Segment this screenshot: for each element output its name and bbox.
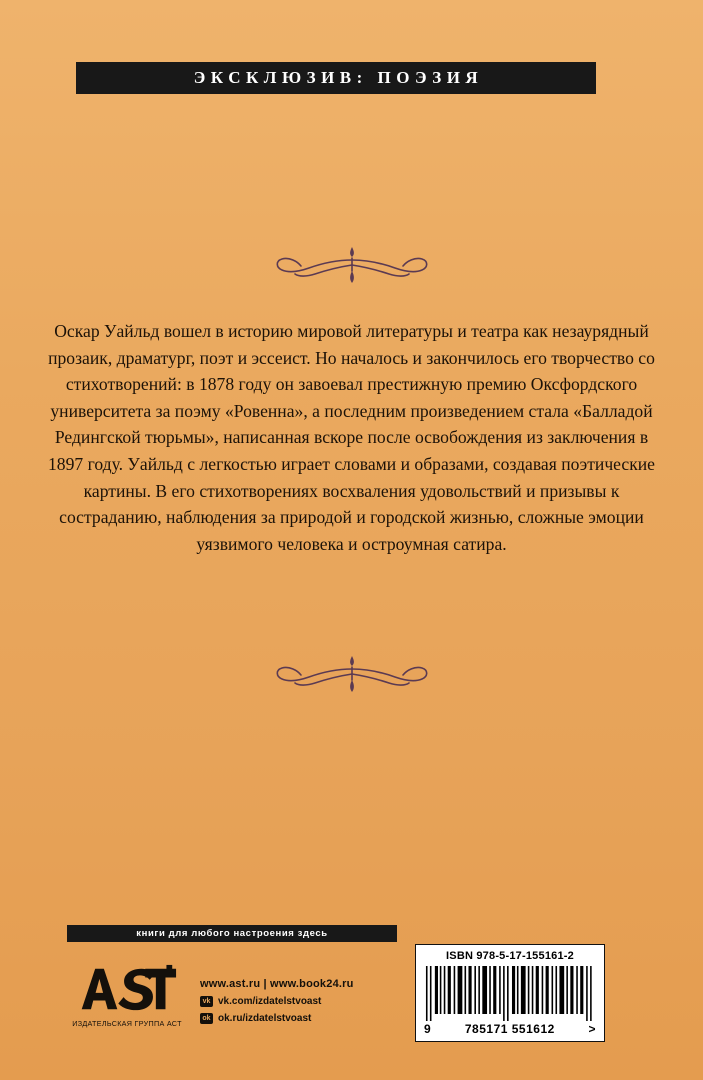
- barcode-digits-main: 785171 551612: [464, 1022, 555, 1036]
- web-links-block: [200, 978, 415, 1024]
- blurb-text: [40, 318, 663, 557]
- ok-icon: ok: [200, 1013, 213, 1024]
- ast-logo-icon: [74, 963, 180, 1015]
- publisher-block: [62, 963, 192, 1028]
- ornament-top: [0, 243, 703, 293]
- barcode-icon: [422, 966, 598, 1021]
- barcode-digit-left: 9: [424, 1022, 432, 1036]
- social-link-vk-label: vk.com/izdatelstvoast: [218, 996, 322, 1007]
- barcode-digits: [422, 1022, 598, 1036]
- barcode-digit-right: >: [588, 1022, 596, 1036]
- website-links[interactable]: www.ast.ru | www.book24.ru: [200, 978, 354, 990]
- publisher-name: ИЗДАТЕЛЬСКАЯ ГРУППА АСТ: [72, 1019, 182, 1028]
- ornament-bottom: [0, 652, 703, 702]
- series-banner: [76, 62, 596, 94]
- social-link-ok[interactable]: [200, 1013, 415, 1024]
- footer-tagline-label: книги для любого настроения здесь: [136, 928, 328, 939]
- isbn-barcode-box: [415, 944, 605, 1042]
- blurb-paragraph: Оскар Уайльд вошел в историю мировой литературы и театра как незаурядный прозаик, драматург, поэт и эссеист. Но началось и закончилось его творчество со стихотворений: в 1878 году он завоевал престижную премию Оксфордского университета за поэму «Ровенна», а последним произведением стала «Балладой Редингской тюрьмы», написанная вскоре после освобождения из заключения в 1897 году. Уайльд с легкостью играет словами и образами, создавая поэтические картины. В его стихотворениях восхваления удовольствий и призывы к состраданию, наблюдения за природой и городской жизнью, сложные эмоции уязвимого человека и остроумная сатира.: [48, 321, 655, 554]
- footer-tagline-banner: [67, 925, 397, 942]
- social-link-vk[interactable]: [200, 996, 415, 1007]
- series-banner-label: ЭКСКЛЮЗИВ: ПОЭЗИЯ: [193, 68, 484, 87]
- vk-icon: vk: [200, 996, 213, 1007]
- isbn-label: ISBN 978-5-17-155161-2: [446, 950, 574, 962]
- social-link-ok-label: ok.ru/izdatelstvoast: [218, 1013, 312, 1024]
